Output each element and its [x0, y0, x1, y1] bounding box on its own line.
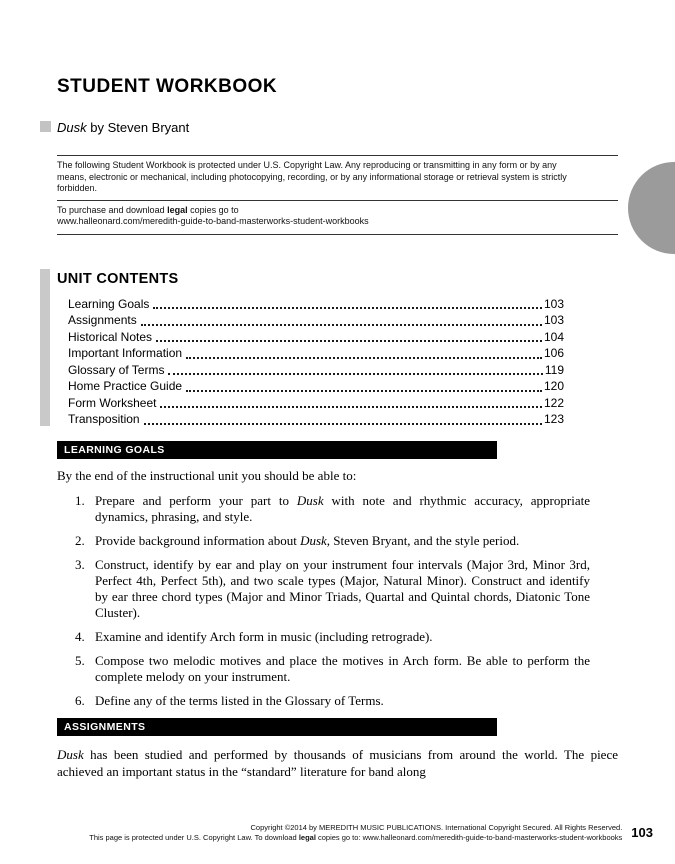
- toc-row: [68, 395, 564, 412]
- toc-page-number: 120: [543, 379, 564, 393]
- toc-row: [68, 378, 564, 395]
- goal-text: Provide background information about Dusk, Steven Bryant, and the style period.: [95, 532, 520, 548]
- footer-copyright-line2: This page is protected under U.S. Copyright Law. To download legal copies go to: www.halleonard.com/meredith-guide-to-band-masterworks-student-workbooks: [89, 832, 623, 842]
- toc-page-number: 123: [543, 412, 564, 426]
- toc-row: [68, 312, 564, 329]
- toc-dot-leader: [186, 390, 542, 392]
- toc-label: Assignments: [68, 313, 137, 327]
- work-title-italic: Dusk: [57, 746, 84, 762]
- copyright-notice-box: [57, 155, 618, 235]
- toc-page-number: 104: [543, 329, 564, 344]
- footer-page-number: 103: [631, 825, 653, 840]
- toc-row: [68, 296, 564, 313]
- goal-text: Define any of the terms listed in the Glossary of Terms.: [95, 692, 384, 708]
- purchase-line: [57, 205, 618, 217]
- toc-dot-leader: [153, 307, 542, 309]
- unit-contents-heading: UNIT CONTENTS: [57, 270, 179, 287]
- section-header-learning-goals: LEARNING GOALS: [57, 441, 497, 459]
- contents-accent-bar: [40, 269, 50, 426]
- purchase-url: www.halleonard.com/meredith-guide-to-band-masterworks-student-workbooks: [57, 216, 369, 226]
- unit-contents-section: [57, 271, 618, 428]
- goal-item: [75, 533, 618, 549]
- toc-label: Home Practice Guide: [68, 379, 183, 393]
- goal-item: [75, 493, 618, 525]
- goal-number: 3.: [75, 556, 85, 572]
- toc-dot-leader: [168, 373, 542, 375]
- section-header-assignments: ASSIGNMENTS: [57, 718, 497, 736]
- purchase-info: [57, 200, 618, 234]
- goal-item: [75, 557, 618, 621]
- toc-label: Learning Goals: [68, 296, 150, 311]
- footer-copyright-line1: Copyright ©2014 by MEREDITH MUSIC PUBLICATIONS. International Copyright Secured. All Rights Reserved.: [250, 823, 623, 832]
- toc-row: [68, 411, 564, 428]
- toc-page-number: 122: [543, 395, 564, 410]
- work-subtitle: [57, 120, 618, 135]
- goal-item: [75, 629, 618, 645]
- goal-number: 1.: [75, 492, 85, 508]
- goal-number: 2.: [75, 532, 85, 548]
- toc-label: Important Information: [68, 346, 183, 360]
- goal-text: Prepare and perform your part to Dusk with note and rhythmic accuracy, appropriate dynamics, phrasing, and style.: [95, 492, 590, 524]
- toc-dot-leader: [141, 324, 542, 326]
- work-title-italic: Dusk: [57, 120, 87, 135]
- goal-text: Construct, identify by ear and play on your instrument four intervals (Major 3rd, Minor 3rd, Perfect 4th, Perfect 5th), and two scale types (Major, Natural Minor). Construct and identify by ear three chord types (Major and Minor Triads, Quartal and Quintal chords, Diatonic Tone Cluster).: [95, 556, 590, 620]
- toc-label: Glossary of Terms: [68, 362, 165, 377]
- table-of-contents: [68, 296, 564, 428]
- toc-dot-leader: [144, 423, 542, 425]
- assignments-paragraph-text: has been studied and performed by thousands of musicians from around the world. The piece achieved an important status in the “standard” literature for band along: [57, 746, 618, 779]
- toc-page-number: 103: [543, 296, 564, 311]
- goal-item: [75, 693, 618, 709]
- page-title: STUDENT WORKBOOK: [57, 76, 278, 97]
- goal-number: 6.: [75, 692, 85, 708]
- page-footer: [57, 823, 653, 842]
- goal-number: 4.: [75, 628, 85, 644]
- purchase-pre-text: To purchase and download: [57, 204, 168, 215]
- goal-text: Examine and identify Arch form in music (including retrograde).: [95, 628, 433, 644]
- toc-dot-leader: [160, 406, 542, 408]
- toc-label: Historical Notes: [68, 329, 153, 344]
- toc-dot-leader: [156, 340, 542, 342]
- learning-goals-intro: By the end of the instructional unit you should be able to:: [57, 467, 357, 483]
- toc-row: [68, 345, 564, 362]
- toc-page-number: 103: [543, 313, 564, 327]
- purchase-post-text: copies go to: [187, 204, 239, 215]
- footer-copyright: [89, 823, 622, 842]
- goal-text: Compose two melodic motives and place the motives in Arch form. Be able to perform the complete melody on your instrument.: [95, 652, 590, 684]
- toc-page-number: 119: [544, 362, 564, 377]
- goal-number: 5.: [75, 652, 85, 668]
- toc-row: [68, 362, 564, 379]
- toc-page-number: 106: [543, 346, 564, 360]
- assignments-paragraph: [57, 746, 618, 780]
- learning-goals-list: [57, 493, 618, 709]
- toc-label: Form Worksheet: [68, 395, 157, 410]
- goal-item: [75, 653, 618, 685]
- copyright-notice-text: The following Student Workbook is protected under U.S. Copyright Law. Any reproducing or transmitting in any form or by any means, electronic or mechanical, including photocopying, recording, or by any informational storage or retrieval system is strictly forbidden.: [57, 160, 567, 193]
- purchase-legal-bold: legal: [167, 204, 188, 215]
- toc-row: [68, 329, 564, 346]
- toc-label: Transposition: [68, 412, 140, 426]
- square-bullet-marker: [40, 121, 51, 132]
- work-subtitle-rest: by Steven Bryant: [86, 120, 190, 135]
- toc-dot-leader: [186, 357, 542, 359]
